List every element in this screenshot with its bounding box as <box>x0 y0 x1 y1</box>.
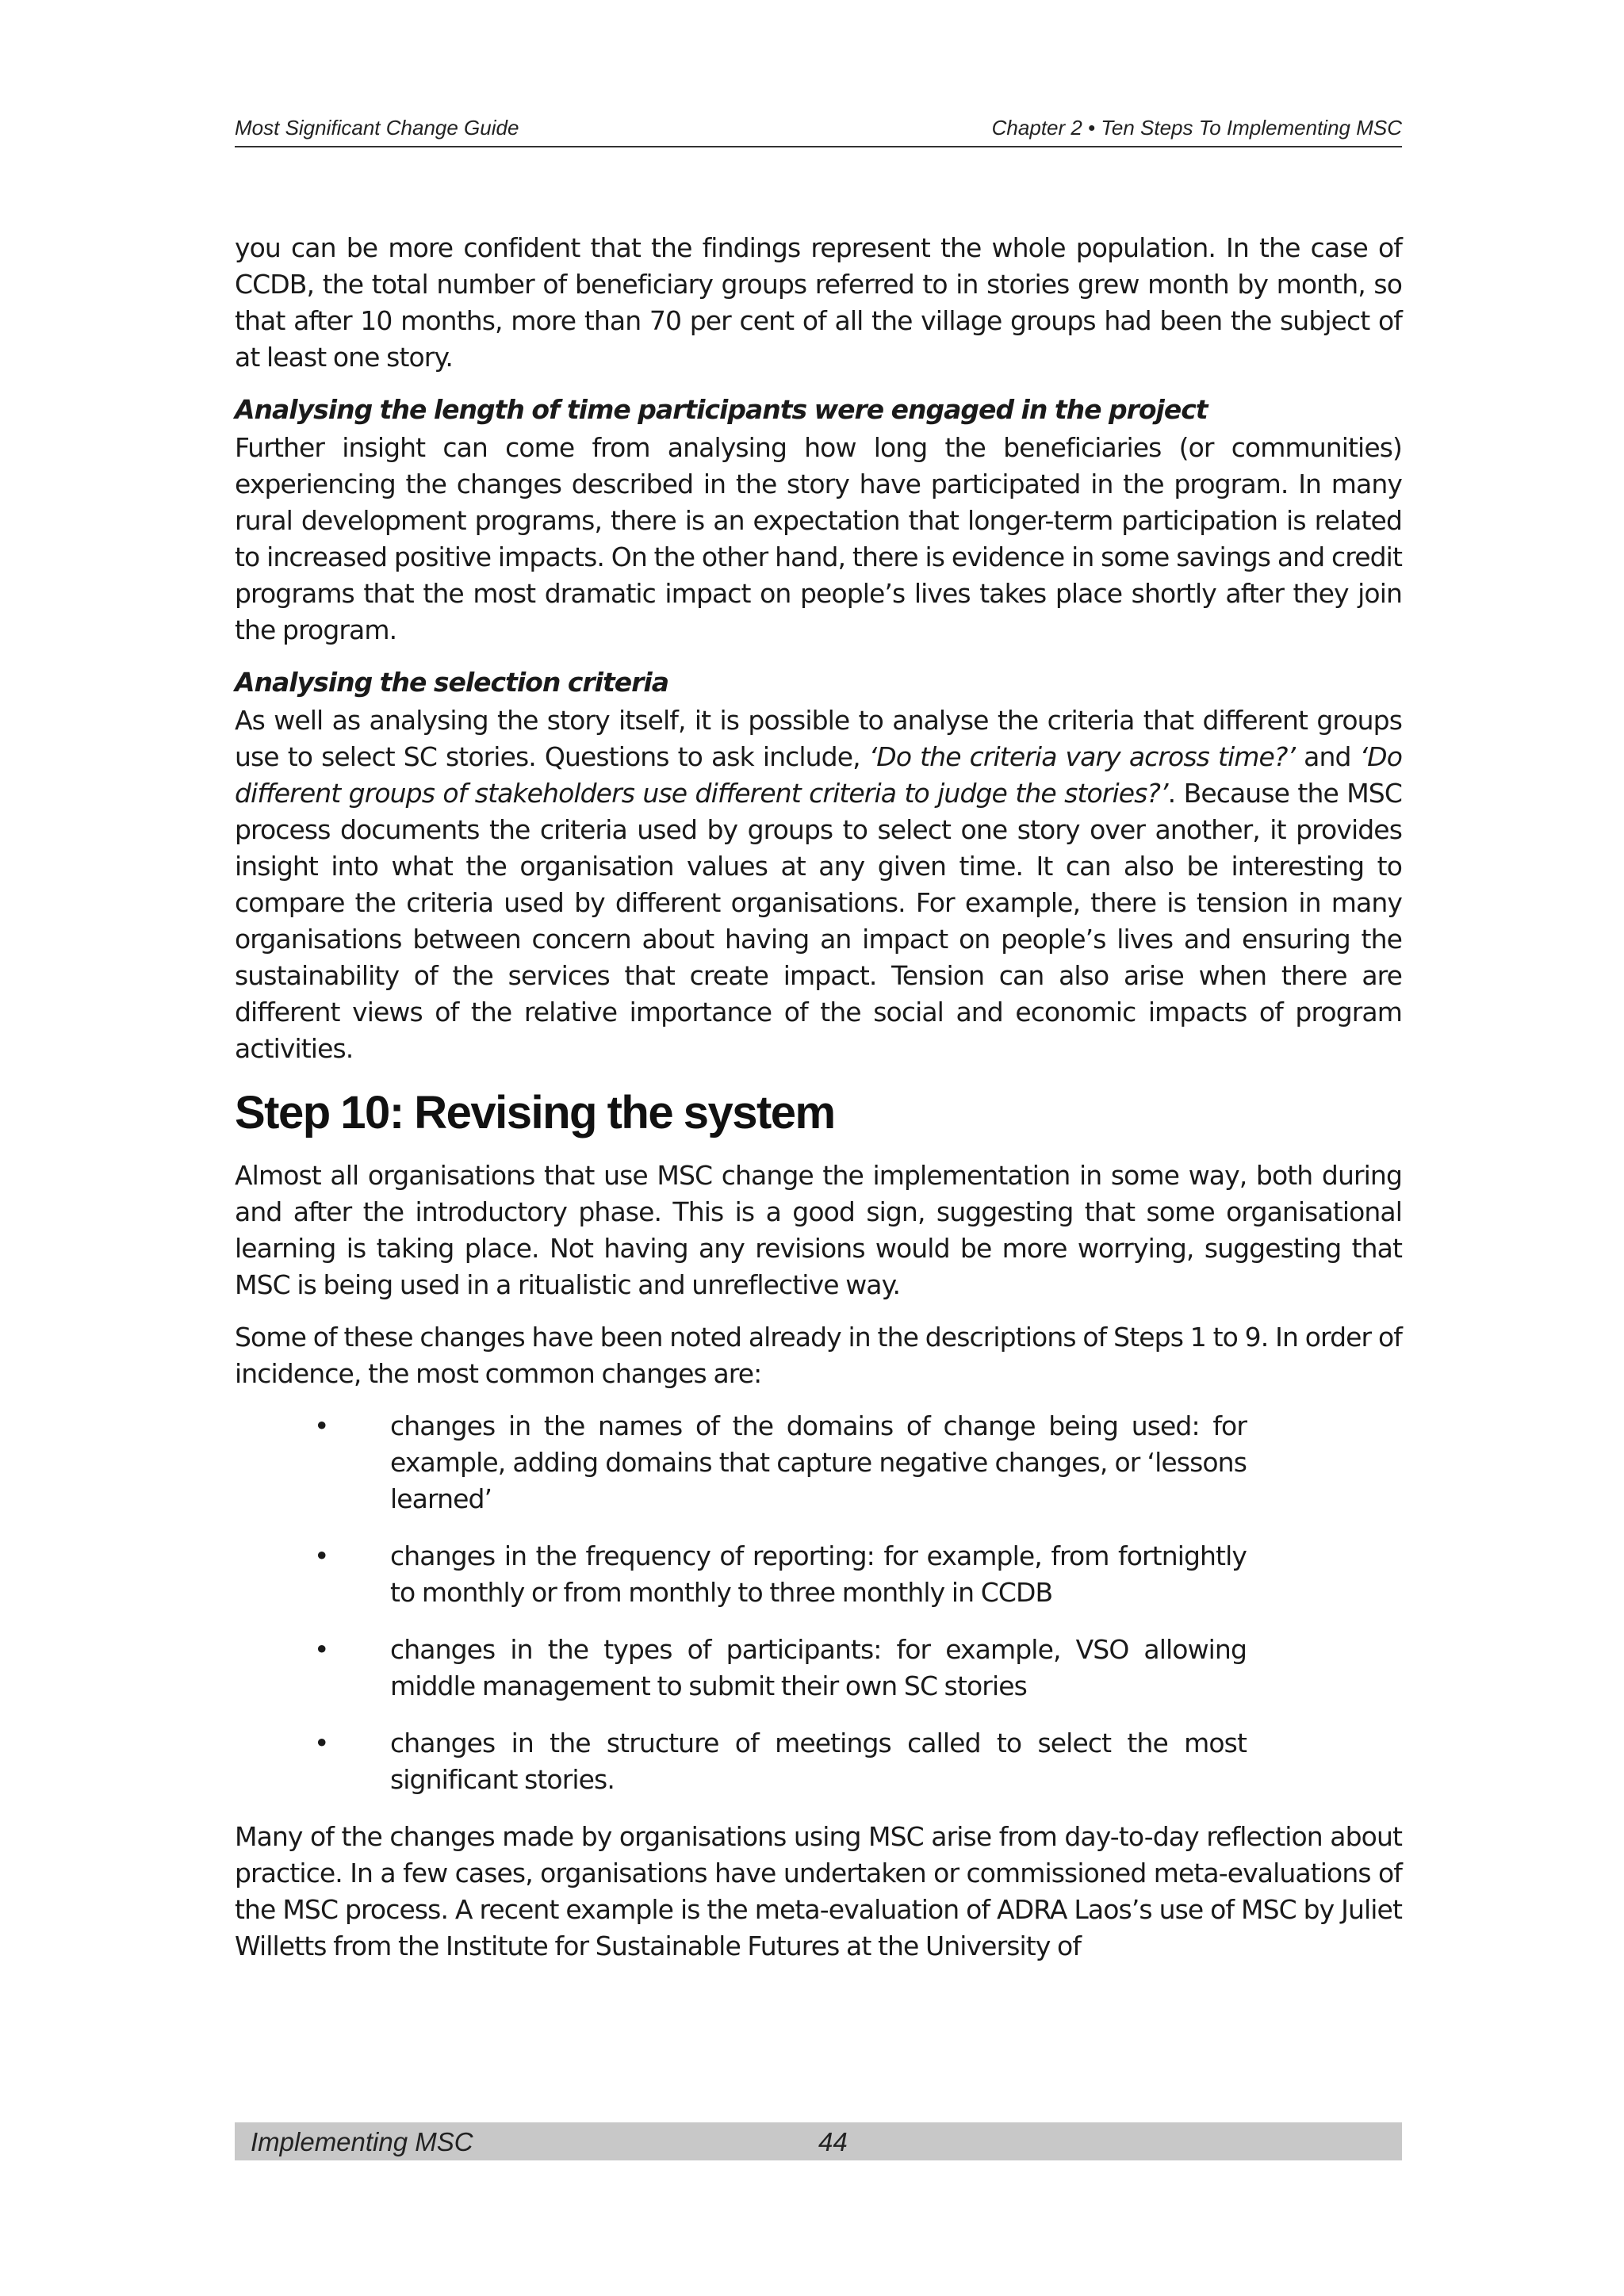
list-item: • changes in the types of participants: for example, VSO allowing middle management to submit their own SC stories <box>235 1632 1247 1705</box>
common-changes-list <box>235 1408 1402 1798</box>
list-item: • changes in the structure of meetings called to select the most significant stories. <box>235 1725 1247 1798</box>
page-footer <box>235 2122 1402 2160</box>
running-header <box>235 114 1402 147</box>
question-criteria-vary: ‘Do the criteria vary across time?’ <box>868 741 1296 772</box>
bullet-glyph: • <box>314 1540 329 1571</box>
paragraph-common-changes-intro: Some of these changes have been noted already in the descriptions of Steps 1 to 9. In order of incidence, the most common changes are: <box>235 1322 1402 1389</box>
page-number: 44 <box>818 2127 848 2156</box>
question-stakeholder-criteria: ‘Do different groups of stakeholders use different criteria to judge the stories?’ <box>235 741 1402 809</box>
paragraph-length-of-time: Further insight can come from analysing how long the beneficiaries (or communities) experiencing the changes described in the story have participated in the program. In many rural development programs, there is an expectation that longer-term participation is related to increased positive impacts. On the other hand, there is evidence in some savings and credit programs that the most dramatic impact on people’s lives takes place shortly after they join the program. <box>235 432 1402 645</box>
paragraph-selection-criteria: As well as analysing the story itself, it is possible to analyse the criteria that different groups use to select SC stories. Questions to ask include, ‘Do the criteria vary across time?’ and ‘Do different groups of stakeholders use different criteria to judge the stories?’. Because the MSC process documents the criteria used by groups to select one story over another, it provides insight into what the organisation values at any given time. It can also be interesting to compare the criteria used by different organisations. For example, there is tension in many organisations between concern about having an impact on people’s lives and ensuring the sustainability of the services that create impact. Tension can also arise when there are different views of the relative importance of the social and economic impacts of program activities. <box>235 705 1403 1064</box>
paragraph-meta-evaluations: Many of the changes made by organisations using MSC arise from day-to-day reflection about practice. In a few cases, organisations have undertaken or commissioned meta-evaluations of the MSC process. A recent example is the meta-evaluation of ADRA Laos’s use of MSC by Juliet Willetts from the Institute for Sustainable Futures at the University of <box>235 1821 1402 1961</box>
list-item: • changes in the frequency of reporting: for example, from fortnightly to monthly or from monthly to three monthly in CCDB <box>235 1538 1247 1611</box>
body-text <box>235 230 1402 1980</box>
paragraph-revisions: Almost all organisations that use MSC change the implementation in some way, both during and after the introductory phase. This is a good sign, suggesting that some organisational learning is taking place. Not having any revisions would be more worrying, suggesting that MSC is being used in a ritualistic and unreflective way. <box>235 1160 1402 1300</box>
section-heading-step-10: Step 10: Revising the system <box>235 1087 835 1138</box>
paragraph-continued: you can be more confident that the findings represent the whole population. In the case of CCDB, the total number of beneficiary groups referred to in stories grew month by month, so that after 10 months, more than 70 per cent of all the village groups had been the subject of at least one story. <box>235 232 1402 373</box>
bullet-glyph: • <box>314 1634 329 1665</box>
header-guide-title: Most Significant Change Guide <box>235 116 519 140</box>
bullet-glyph: • <box>314 1728 329 1758</box>
footer-label: Implementing MSC <box>251 2127 473 2156</box>
subheading-length-of-time: Analysing the length of time participants were engaged in the project <box>235 394 1208 425</box>
header-chapter-title: Chapter 2 • Ten Steps To Implementing MSC <box>991 116 1402 140</box>
list-item: • changes in the names of the domains of change being used: for example, adding domains that capture negative changes, or ‘lessons learned’ <box>235 1408 1247 1517</box>
bullet-glyph: • <box>314 1410 329 1441</box>
subheading-selection-criteria: Analysing the selection criteria <box>235 667 668 698</box>
